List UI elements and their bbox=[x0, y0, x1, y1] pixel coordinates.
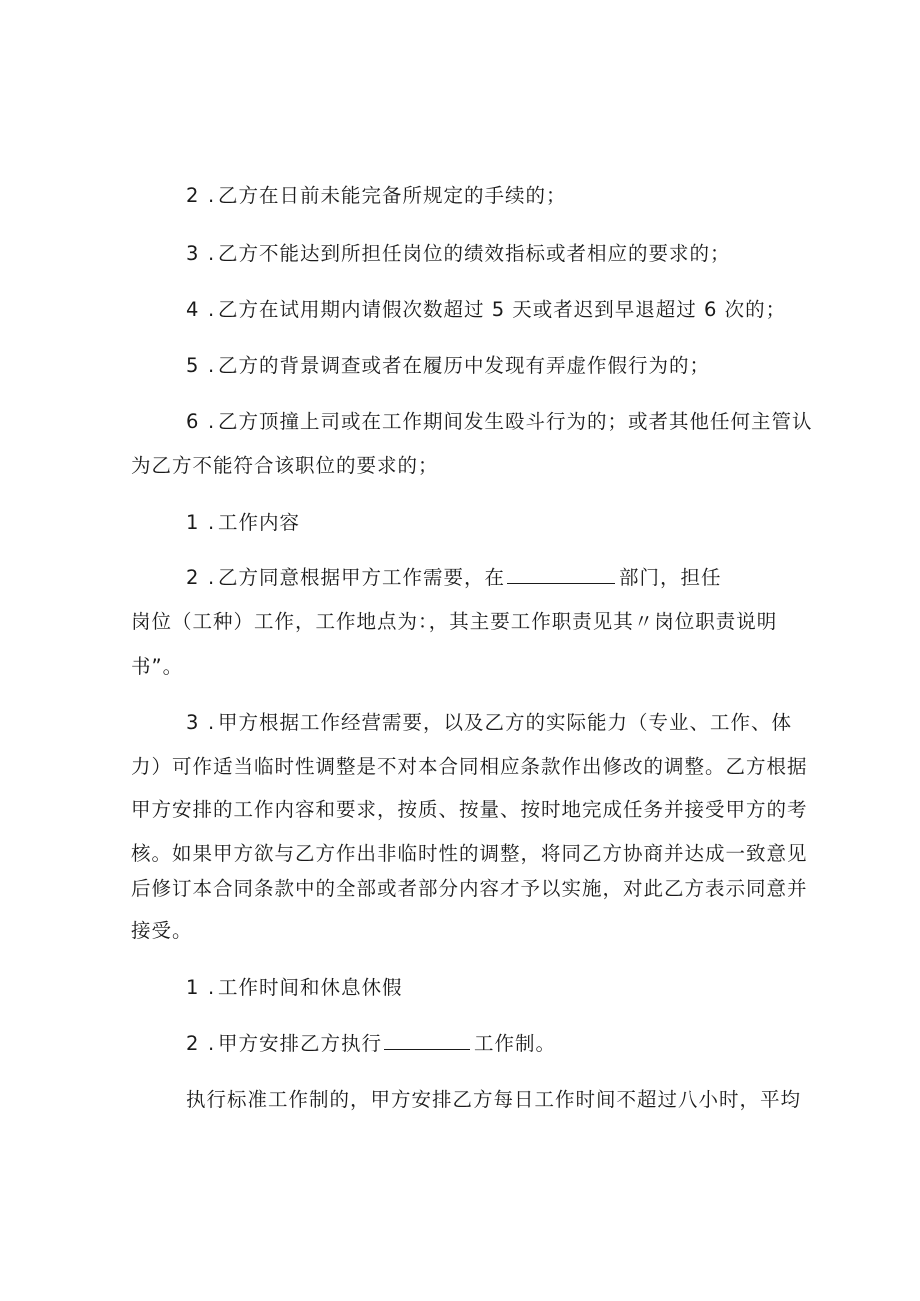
clause-6-conduct-line-1 bbox=[186, 409, 813, 435]
clause-2-fail-procedures bbox=[186, 183, 567, 209]
clause-number: 3 bbox=[186, 242, 200, 265]
clause-text: 工作制。 bbox=[474, 1032, 557, 1055]
clause-number: 2 bbox=[186, 566, 200, 589]
clause-work-system bbox=[186, 1031, 556, 1057]
clause-text: 接受。 bbox=[131, 919, 193, 942]
clause-text: 乙方在试用期内请假次数超过 5 天或者迟到早退超过 6 次的； bbox=[218, 298, 787, 321]
clause-4-leave bbox=[186, 297, 786, 323]
clause-dot: . bbox=[208, 1032, 216, 1055]
clause-text: 力）可作适当临时性调整是不对本合同相应条款作出修改的调整。乙方根据 bbox=[131, 755, 808, 778]
clause-adjustment-line-5 bbox=[131, 876, 808, 902]
section-number: 1 bbox=[186, 976, 200, 999]
clause-6-conduct-line-2 bbox=[131, 453, 439, 479]
clause-adjustment-line-2 bbox=[131, 754, 808, 780]
clause-number: 3 bbox=[186, 711, 200, 734]
clause-department-line-2 bbox=[131, 609, 777, 635]
clause-adjustment-line-1 bbox=[186, 710, 792, 736]
section-dot: . bbox=[208, 976, 216, 999]
clause-text: 乙方同意根据甲方工作需要，在 bbox=[218, 566, 506, 589]
clause-5-background bbox=[186, 353, 710, 379]
clause-adjustment-line-4 bbox=[131, 841, 808, 867]
clause-text: 岗位（工种）工作，工作地点为：，其主要工作职责见其〃岗位职责说明 bbox=[131, 610, 778, 633]
section-title: 工作内容 bbox=[218, 511, 301, 534]
clause-dot: . bbox=[208, 410, 216, 433]
clause-dot: . bbox=[208, 566, 216, 589]
clause-text: 为乙方不能符合该职位的要求的； bbox=[131, 454, 439, 477]
clause-3-performance bbox=[186, 241, 731, 267]
clause-number: 4 bbox=[186, 298, 200, 321]
clause-text: 甲方安排的工作内容和要求，按质、按量、按时地完成任务并接受甲方的考 bbox=[131, 798, 808, 821]
section-work-content bbox=[186, 510, 300, 536]
clause-text: 乙方顶撞上司或在工作期间发生殴斗行为的；或者其他任何主管认 bbox=[218, 410, 813, 433]
clause-text: 乙方不能达到所担任岗位的绩效指标或者相应的要求的； bbox=[218, 242, 731, 265]
clause-dot: . bbox=[208, 354, 216, 377]
clause-dot: . bbox=[208, 298, 216, 321]
clause-dot: . bbox=[208, 184, 216, 207]
work-system-blank bbox=[384, 1031, 470, 1050]
clause-text: 乙方的背景调查或者在履历中发现有弄虚作假行为的； bbox=[218, 354, 711, 377]
clause-text: 甲方安排乙方执行 bbox=[218, 1032, 383, 1055]
department-blank bbox=[507, 565, 615, 584]
clause-adjustment-line-6 bbox=[131, 918, 193, 944]
clause-text: 核。如果甲方欲与乙方作出非临时性的调整，将同乙方协商并达成一致意见 bbox=[131, 842, 808, 865]
clause-text: 书”。 bbox=[131, 655, 184, 678]
clause-department-line-1 bbox=[186, 565, 722, 591]
clause-dot: . bbox=[208, 242, 216, 265]
clause-number: 2 bbox=[186, 1032, 200, 1055]
clause-standard-hours bbox=[186, 1087, 801, 1113]
clause-text: 执行标准工作制的，甲方安排乙方每日工作时间不超过八小时，平均 bbox=[186, 1088, 802, 1111]
clause-number: 2 bbox=[186, 184, 200, 207]
clause-text: 部门，担任 bbox=[619, 566, 722, 589]
section-work-hours bbox=[186, 975, 403, 1001]
clause-text: 乙方在日前未能完备所规定的手续的； bbox=[218, 184, 567, 207]
clause-text: 甲方根据工作经营需要，以及乙方的实际能力（专业、工作、体 bbox=[218, 711, 793, 734]
clause-dot: . bbox=[208, 711, 216, 734]
clause-number: 5 bbox=[186, 354, 200, 377]
clause-number: 6 bbox=[186, 410, 200, 433]
clause-department-line-3 bbox=[131, 654, 183, 680]
section-title: 工作时间和休息休假 bbox=[218, 976, 403, 999]
section-number: 1 bbox=[186, 511, 200, 534]
section-dot: . bbox=[208, 511, 216, 534]
clause-adjustment-line-3 bbox=[131, 797, 808, 823]
clause-text: 后修订本合同条款中的全部或者部分内容才予以实施，对此乙方表示同意并 bbox=[131, 877, 808, 900]
